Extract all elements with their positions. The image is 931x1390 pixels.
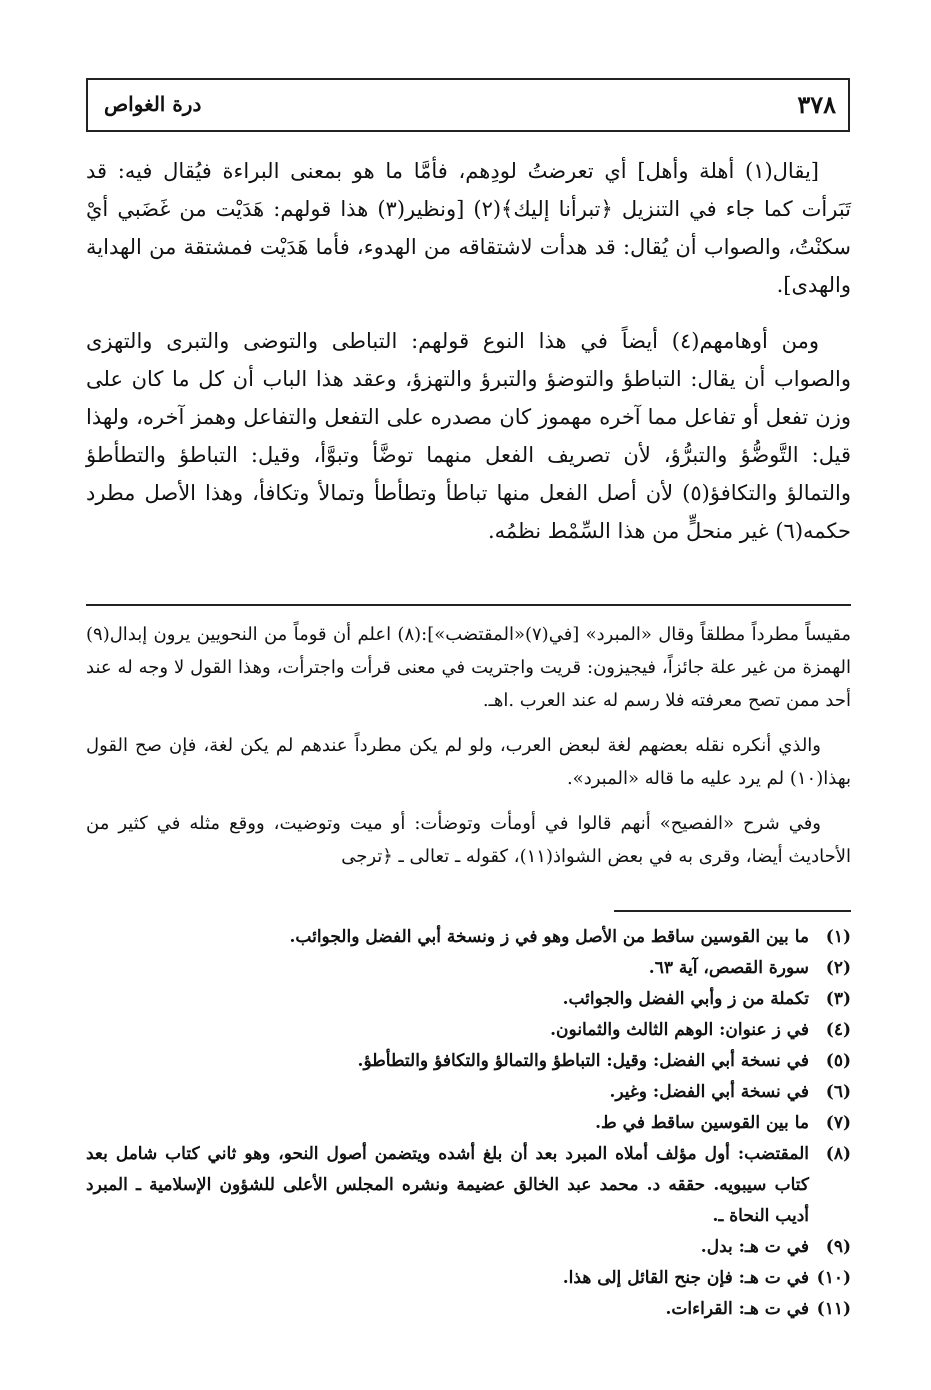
footnote-number: (٦) (825, 1082, 851, 1102)
footnote-number: (٢) (825, 958, 851, 978)
footnote (86, 1108, 851, 1139)
footnote-text: في ت هـ: القراءات. (665, 1299, 809, 1319)
footnote (86, 984, 851, 1015)
footnote-number: (٧) (825, 1113, 851, 1133)
footnote-text: في نسخة أبي الفضل: وغير. (609, 1082, 809, 1102)
page-number: ٣٧٨ (797, 90, 836, 119)
footnote-text: سورة القصص، آية ٦٣. (648, 958, 809, 978)
main-divider (86, 604, 851, 606)
footnote (86, 1139, 851, 1232)
footnote (86, 922, 851, 953)
footnote (86, 1232, 851, 1263)
body-paragraph-1: [يقال(١) أهلة وأهل] أي تعرضتُ لودِهم، فأمَّا ما هو بمعنى البراءة فيُقال فيه: قد تَبَرأت كما جاء في التنزيل ﴿تبرأنا إليك﴾(٢) [ونظير(٣) هذا قولهم: هَدَيْت من غَضَبي أيْ سكنْتُ، والصواب أن يُقال: قد هدأت لاشتقاقه من الهدوء، فأما هَدَيْت فمشتقة من الهداية والهدى]. (86, 159, 852, 297)
footnote-number: (١١) (816, 1299, 851, 1319)
footnote-number: (١٠) (816, 1268, 851, 1288)
footnote-text: في نسخة أبي الفضل: وقيل: التباطؤ والتمالؤ والتكافؤ والتطأطؤ. (357, 1051, 809, 1071)
footnote-text: المقتضب: أول مؤلف أملاه المبرد بعد أن بلغ أشده ويتضمن أصول النحو، وهو ثاني كتاب شامل بعد كتاب سيبويه. حققه د. محمد عبد الخالق عضيمة ونشره المجلس الأعلى للشؤون الإسلامية ـ المبرد أديب النحاة ـ. (86, 1144, 809, 1226)
footnote-text: ما بين القوسين ساقط في ط. (595, 1113, 809, 1133)
footnote-divider (614, 910, 851, 912)
book-title: درة الغواص (104, 92, 202, 116)
footnote-text: في ز عنوان: الوهم الثالث والثمانون. (550, 1020, 809, 1040)
footnote-number: (٣) (825, 989, 851, 1009)
main-text (86, 152, 851, 568)
continued-footnote-text (86, 618, 851, 885)
footnote-text: ما بين القوسين ساقط من الأصل وهو في ز ونسخة أبي الفضل والجوائب. (289, 927, 809, 947)
footnote (86, 1046, 851, 1077)
continuation-paragraph-1: مقيساً مطرداً مطلقاً وقال «المبرد» [في(٧)«المقتضب»]:(٨) اعلم أن قوماً من النحويين يرون إبدال(٩) الهمزة من غير علة جائزاً، فيجيزون: قريت واجتريت في معنى قرأت واجترأت، وهذا القول لا وجه له عند أحد ممن تصح معرفته فلا رسم له عند العرب .اهـ. (86, 624, 851, 711)
footnote (86, 1294, 851, 1325)
footnote-text: تكملة من ز وأبي الفضل والجوائب. (562, 989, 809, 1009)
footnote-text: في ت هـ: فإن جنح القائل إلى هذا. (562, 1268, 809, 1288)
running-header (86, 78, 850, 132)
continuation-paragraph-3: وفي شرح «الفصيح» أنهم قالوا في أومأت وتوضأت: أو ميت وتوضيت، ووقع مثله في كثير من الأحاديث أيضا، وقرى به في بعض الشواذ(١١)، كقوله ـ تعالى ـ ﴿ترجى (86, 813, 851, 867)
body-paragraph-2: ومن أوهامهم(٤) أيضاً في هذا النوع قولهم: التباطى والتوضى والتبرى والتهزى والصواب أن يقال: التباطؤ والتوضؤ والتبرؤ والتهزؤ، وعقد هذا الباب أن كل ما كان على وزن تفعل أو تفاعل مما آخره مهموز كان مصدره على التفعل والتفاعل وهمز آخره، ولهذا قيل: التَّوضُّؤ والتبرُّؤ، لأن تصريف الفعل منهما توضَّأ وتبوَّأ، وقيل: التباطؤ والتطأطؤ والتمالؤ والتكافؤ(٥) لأن أصل الفعل منها تباطأ وتطأطأ وتمالأ وتكافأ، وهذا الأصل مطرد حكمه(٦) غير منحلٍّ من هذا السِّمْط نظمُه. (86, 329, 851, 543)
footnote-number: (٩) (825, 1237, 851, 1257)
footnote-number: (٨) (825, 1144, 851, 1164)
footnote-number: (١) (825, 927, 851, 947)
footnote (86, 1077, 851, 1108)
footnote-number: (٥) (825, 1051, 851, 1071)
footnote (86, 953, 851, 984)
footnote-text: في ت هـ: بدل. (700, 1237, 809, 1257)
footnotes (86, 922, 851, 1325)
footnote-number: (٤) (825, 1020, 851, 1040)
continuation-paragraph-2: والذي أنكره نقله بعضهم لغة لبعض العرب، ولو لم يكن مطرداً عندهم لم يكن لغة، فإن صح القول بهذا(١٠) لم يرد عليه ما قاله «المبرد». (86, 735, 851, 789)
footnote (86, 1015, 851, 1046)
footnote (86, 1263, 851, 1294)
